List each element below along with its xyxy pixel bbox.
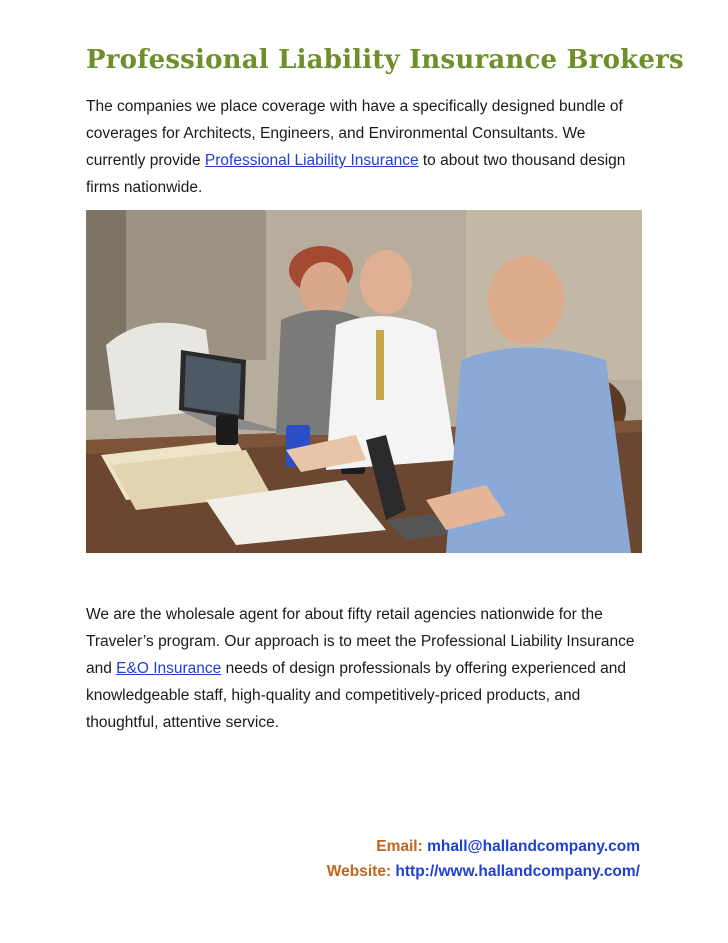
intro-text-start: The companies we place coverage with have a specifically designed bundle of coverages for Architects, Engineers, and Environmental Consultants. We currently provide (86, 98, 623, 169)
professional-liability-insurance-link[interactable]: Professional Liability Insurance (204, 152, 419, 169)
photo-illustration (86, 210, 642, 553)
website-label: Website: (326, 863, 392, 880)
email-value[interactable]: mhall@hallandcompany.com (427, 838, 640, 855)
body-paragraph (86, 601, 646, 736)
intro-paragraph (86, 93, 646, 201)
eo-insurance-link[interactable]: E&O Insurance (116, 660, 222, 677)
body-text-end: needs of design professionals by offering experienced and knowledgeable staff, high-quality and competitively-priced products, and thoughtful, attentive service. (86, 660, 626, 731)
contact-website-line (80, 861, 640, 883)
contact-email-line (80, 836, 640, 858)
website-value[interactable]: http://www.hallandcompany.com/ (395, 863, 640, 880)
body-text-start: We are the wholesale agent for about fifty retail agencies nationwide for the Traveler’s program. Our approach is to meet the Professional Liability Insurance and (86, 606, 635, 677)
page-title: Professional Liability Insurance Brokers (86, 45, 684, 75)
email-label: Email: (376, 838, 423, 855)
office-meeting-photo (86, 210, 642, 553)
intro-text-end: to about two thousand design firms nationwide. (86, 152, 626, 196)
